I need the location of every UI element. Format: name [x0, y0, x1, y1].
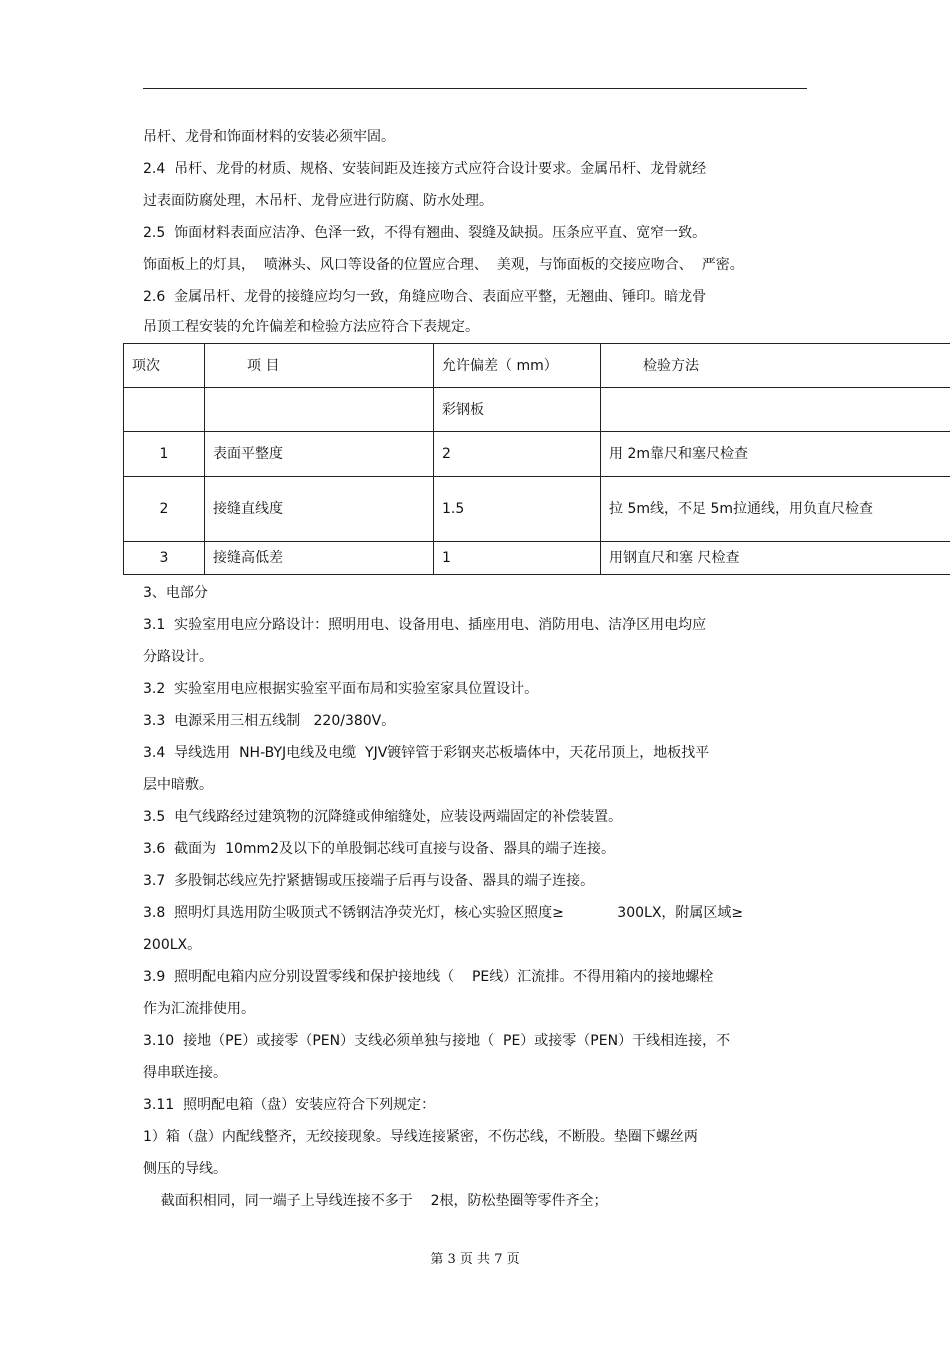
table-cell: 表面平整度 — [205, 432, 434, 477]
paragraph-line: 3.5 电气线路经过建筑物的沉降缝或伸缩缝处，应装设两端固定的补偿装置。 — [143, 809, 623, 825]
paragraph-line: 3.11 照明配电箱（盘）安装应符合下列规定： — [143, 1097, 436, 1113]
header-rule — [143, 88, 807, 89]
table-cell: 1 — [124, 432, 205, 477]
table-cell: 接缝高低差 — [205, 542, 434, 575]
table-row — [124, 432, 950, 477]
paragraph-line: 3.9 照明配电箱内应分别设置零线和保护接地线（ PE线）汇流排。不得用箱内的接地螺栓 — [143, 969, 714, 985]
table-subheader-row — [124, 388, 950, 432]
paragraph-line: 得串联连接。 — [143, 1065, 227, 1081]
table-cell: 2 — [124, 477, 205, 542]
paragraph-line: 层中暗敷。 — [143, 777, 213, 793]
paragraph-line: 3.7 多股铜芯线应先拧紧搪锡或压接端子后再与设备、器具的端子连接。 — [143, 873, 595, 889]
paragraph-line: 吊顶工程安装的允许偏差和检验方法应符合下表规定。 — [143, 319, 479, 335]
paragraph-line: 2.5 饰面材料表面应洁净、色泽一致，不得有翘曲、裂缝及缺损。压条应平直、宽窄一致。 — [143, 225, 707, 241]
table-subheader-cell — [124, 388, 205, 432]
table-cell: 拉 5m线，不足 5m拉通线，用负直尺检查 — [601, 477, 950, 542]
table-cell: 用 2m靠尺和塞尺检查 — [601, 432, 950, 477]
paragraph-line: 200LX。 — [143, 937, 202, 953]
table-subheader-cell — [205, 388, 434, 432]
table-cell: 1.5 — [434, 477, 601, 542]
table-row — [124, 477, 950, 542]
table-row — [124, 542, 950, 575]
paragraph-line: 2.4 吊杆、龙骨的材质、规格、安装间距及连接方式应符合设计要求。金属吊杆、龙骨就经 — [143, 161, 707, 177]
section-heading: 3、电部分 — [143, 585, 208, 601]
table-subheader-cell: 彩钢板 — [434, 388, 601, 432]
paragraph-line: 作为汇流排使用。 — [143, 1001, 255, 1017]
paragraph-line: 侧压的导线。 — [143, 1161, 227, 1177]
paragraph-line: 1）箱（盘）内配线整齐，无绞接现象。导线连接紧密，不伤芯线，不断股。垫圈下螺丝两 — [143, 1129, 698, 1145]
table-header-cell: 检验方法 — [601, 344, 950, 388]
paragraph-line: 过表面防腐处理，木吊杆、龙骨应进行防腐、防水处理。 — [143, 193, 493, 209]
table-cell: 接缝直线度 — [205, 477, 434, 542]
paragraph-line: 3.4 导线选用 NH-BYJ电线及电缆 YJV镀锌管于彩钢夹芯板墙体中，天花吊顶上，地板找平 — [143, 745, 710, 761]
paragraph-line: 截面积相同，同一端子上导线连接不多于 2根，防松垫圈等零件齐全； — [143, 1193, 608, 1209]
paragraph-line: 3.2 实验室用电应根据实验室平面布局和实验室家具位置设计。 — [143, 681, 539, 697]
tolerance-table — [123, 343, 950, 575]
table-cell: 1 — [434, 542, 601, 575]
paragraph-line: 吊杆、龙骨和饰面材料的安装必须牢固。 — [143, 129, 395, 145]
table-cell: 用钢直尺和塞 尺检查 — [601, 542, 950, 575]
table-subheader-cell — [601, 388, 950, 432]
table-header-cell: 允许偏差（ mm） — [434, 344, 601, 388]
table-header-cell: 项 目 — [205, 344, 434, 388]
paragraph-line: 3.1 实验室用电应分路设计：照明用电、设备用电、插座用电、消防用电、洁净区用电均应 — [143, 617, 707, 633]
paragraph-line: 3.3 电源采用三相五线制 220/380V。 — [143, 713, 396, 729]
paragraph-line: 3.8 照明灯具选用防尘吸顶式不锈钢洁净荧光灯，核心实验区照度≥ 300LX，附属区域≥ — [143, 905, 744, 921]
table-header-cell: 项次 — [124, 344, 205, 388]
table-header-row — [124, 344, 950, 388]
paragraph-line: 2.6 金属吊杆、龙骨的接缝应均匀一致，角缝应吻合、表面应平整，无翘曲、锤印。暗龙骨 — [143, 289, 707, 305]
paragraph-line: 饰面板上的灯具， 喷淋头、风口等设备的位置应合理、 美观，与饰面板的交接应吻合、 严密。 — [143, 257, 744, 273]
table-cell: 3 — [124, 542, 205, 575]
paragraph-line: 分路设计。 — [143, 649, 213, 665]
paragraph-line: 3.10 接地（PE）或接零（PEN）支线必须单独与接地（ PE）或接零（PEN）干线相连接，不 — [143, 1033, 731, 1049]
table-cell: 2 — [434, 432, 601, 477]
page-footer: 第 3 页 共 7 页 — [430, 1252, 520, 1267]
paragraph-line: 3.6 截面为 10mm2及以下的单股铜芯线可直接与设备、器具的端子连接。 — [143, 841, 616, 857]
